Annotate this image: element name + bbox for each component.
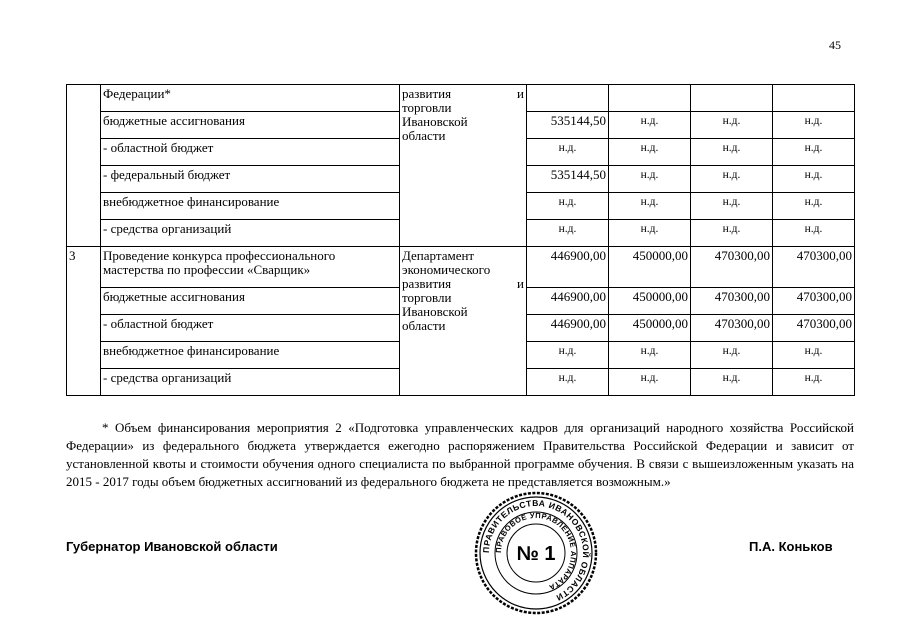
value-cell: 470300,00 bbox=[773, 315, 855, 342]
value-cell: 446900,00 bbox=[527, 315, 609, 342]
value-cell: н.д. bbox=[527, 369, 609, 396]
activity-label: - средства организаций bbox=[101, 220, 400, 247]
value-cell: 446900,00 bbox=[527, 247, 609, 288]
value-cell: н.д. bbox=[691, 369, 773, 396]
activity-label: - областной бюджет bbox=[101, 315, 400, 342]
value-cell: н.д. bbox=[527, 193, 609, 220]
activity-label: внебюджетное финансирование bbox=[101, 342, 400, 369]
value-cell bbox=[527, 85, 609, 112]
value-cell: 450000,00 bbox=[609, 288, 691, 315]
value-cell bbox=[773, 85, 855, 112]
value-cell: 470300,00 bbox=[691, 247, 773, 288]
value-cell: 535144,50 bbox=[527, 112, 609, 139]
activity-label: - областной бюджет bbox=[101, 139, 400, 166]
activity-label: бюджетные ассигнования bbox=[101, 112, 400, 139]
executor-cell: Департамент экономического развития и торговли Ивановской области bbox=[400, 247, 527, 396]
value-cell: н.д. bbox=[691, 342, 773, 369]
value-cell: н.д. bbox=[527, 139, 609, 166]
footnote: * Объем финансирования мероприятия 2 «Подготовка управленческих кадров для организаций народного хозяйства Российской Федерации» из федерального бюджета утверждается ежегодно распоряжением Правительства Российской Федерации и зависит от установленной квоты и стоимости обучения одного специалиста по выбранной программе обучения. В связи с вышеизложенным указать на 2015 - 2017 годы объем бюджетных ассигнований из федерального бюджета не представляется возможным.» bbox=[66, 420, 854, 489]
value-cell: н.д. bbox=[691, 220, 773, 247]
value-cell: 446900,00 bbox=[527, 288, 609, 315]
value-cell: н.д. bbox=[773, 112, 855, 139]
activity-label: - федеральный бюджет bbox=[101, 166, 400, 193]
table-row bbox=[67, 85, 855, 112]
executor-cell: развития и торговли Ивановской области bbox=[400, 85, 527, 247]
activity-label: внебюджетное финансирование bbox=[101, 193, 400, 220]
page-number: 45 bbox=[829, 38, 841, 52]
activity-label: Федерации* bbox=[101, 85, 400, 112]
seal-number: № 1 bbox=[516, 543, 556, 565]
seal-inner-text: ПРАВОВОЕ УПРАВЛЕНИЕ АППАРАТА bbox=[493, 510, 579, 593]
value-cell bbox=[691, 85, 773, 112]
budget-table bbox=[66, 84, 855, 396]
value-cell: н.д. bbox=[773, 342, 855, 369]
value-cell: н.д. bbox=[609, 193, 691, 220]
value-cell: 470300,00 bbox=[773, 247, 855, 288]
value-cell: н.д. bbox=[609, 112, 691, 139]
signature-title: Губернатор Ивановской области bbox=[66, 539, 278, 554]
value-cell: н.д. bbox=[527, 220, 609, 247]
value-cell: н.д. bbox=[609, 369, 691, 396]
value-cell: н.д. bbox=[691, 112, 773, 139]
value-cell: 470300,00 bbox=[691, 288, 773, 315]
value-cell: н.д. bbox=[609, 139, 691, 166]
value-cell: н.д. bbox=[773, 220, 855, 247]
value-cell: 470300,00 bbox=[691, 315, 773, 342]
value-cell: 450000,00 bbox=[609, 315, 691, 342]
value-cell: н.д. bbox=[609, 220, 691, 247]
value-cell: н.д. bbox=[691, 139, 773, 166]
row-number-cell: 3 bbox=[67, 247, 101, 396]
value-cell: н.д. bbox=[773, 193, 855, 220]
value-cell: н.д. bbox=[691, 193, 773, 220]
seal-outer-text: ПРАВИТЕЛЬСТВА ИВАНОВСКОЙ ОБЛАСТИ bbox=[480, 497, 592, 604]
value-cell bbox=[609, 85, 691, 112]
value-cell: 535144,50 bbox=[527, 166, 609, 193]
row-number-cell bbox=[67, 85, 101, 247]
value-cell: н.д. bbox=[527, 342, 609, 369]
activity-label: Проведение конкурса профессионального мастерства по профессии «Сварщик» bbox=[101, 247, 400, 288]
value-cell: н.д. bbox=[773, 369, 855, 396]
value-cell: н.д. bbox=[609, 342, 691, 369]
activity-label: - средства организаций bbox=[101, 369, 400, 396]
value-cell: н.д. bbox=[773, 139, 855, 166]
official-seal bbox=[474, 491, 598, 615]
value-cell: 470300,00 bbox=[773, 288, 855, 315]
table-row bbox=[67, 247, 855, 288]
value-cell: н.д. bbox=[691, 166, 773, 193]
value-cell: н.д. bbox=[773, 166, 855, 193]
value-cell: н.д. bbox=[609, 166, 691, 193]
activity-label: бюджетные ассигнования bbox=[101, 288, 400, 315]
signature-name: П.А. Коньков bbox=[749, 539, 833, 554]
value-cell: 450000,00 bbox=[609, 247, 691, 288]
